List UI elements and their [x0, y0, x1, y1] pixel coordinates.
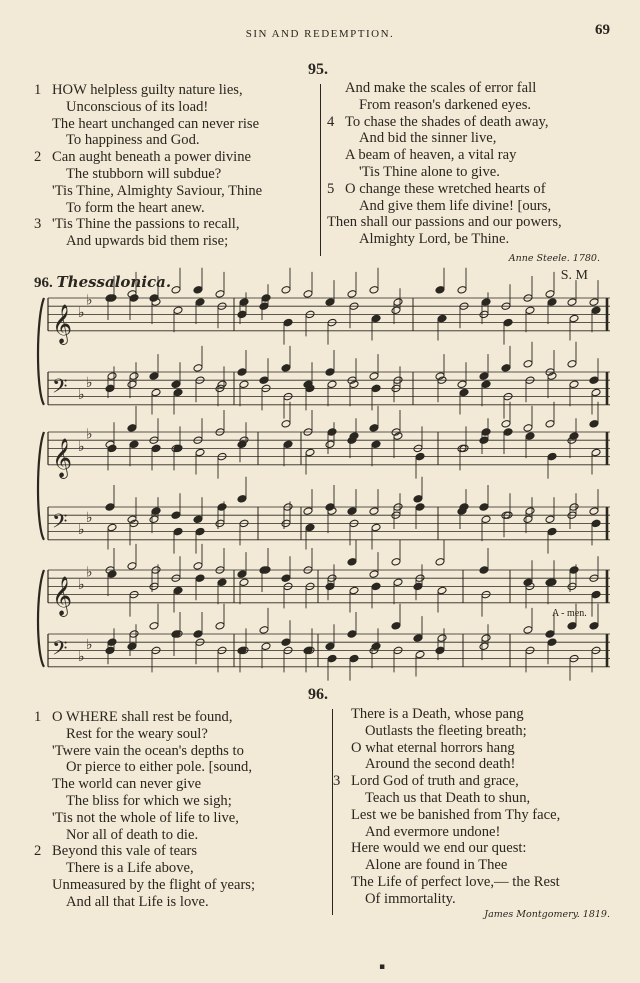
note-head: [457, 286, 467, 295]
verse-text: Or pierce to either pole. [sound,: [66, 759, 253, 776]
note-head: [437, 634, 447, 643]
note-head: [347, 630, 357, 639]
flat-sign: ♭: [78, 649, 85, 666]
note-head: [479, 436, 489, 445]
note-head: [589, 376, 599, 385]
verse-line: [333, 857, 623, 874]
note-head: [589, 420, 599, 429]
note-head: [369, 507, 379, 516]
note-head: [479, 372, 489, 381]
treble-clef: 𝄞: [52, 437, 73, 478]
note-head: [481, 428, 491, 437]
note-head: [129, 294, 139, 303]
note-head: [589, 507, 599, 516]
note-head: [457, 380, 467, 389]
note-head: [589, 622, 599, 631]
verse-line: [34, 894, 326, 911]
note-head: [261, 294, 271, 303]
verse-text: Here would we end our quest:: [351, 840, 527, 857]
note-head: [547, 638, 557, 647]
note-head: [173, 586, 183, 595]
note-head: [545, 630, 555, 639]
verse-line: [34, 726, 326, 743]
note-head: [195, 448, 205, 457]
stanza-number: 2: [34, 149, 42, 166]
bass-clef: 𝄢: [52, 374, 68, 403]
note-head: [545, 515, 555, 524]
note-head: [193, 515, 203, 524]
flat-sign: ♭: [86, 426, 93, 443]
note-head: [413, 582, 423, 591]
hymn-96-number: 96.: [308, 686, 328, 703]
verse-text: 'Tis Thine the passions to recall,: [52, 216, 240, 233]
verse-line: [34, 759, 326, 776]
note-head: [107, 444, 117, 453]
verse-line: [34, 743, 326, 760]
note-head: [281, 364, 291, 373]
verse-text: Alone are found in Thee: [365, 857, 508, 874]
note-head: [523, 424, 533, 433]
verse-line: [333, 824, 623, 841]
note-head: [259, 376, 269, 385]
note-head: [347, 558, 357, 567]
note-head: [105, 384, 115, 393]
note-head: [327, 380, 337, 389]
note-head: [481, 298, 491, 307]
flat-sign: ♭: [86, 292, 93, 309]
note-head: [173, 388, 183, 397]
note-head: [591, 519, 601, 528]
note-head: [107, 372, 117, 381]
note-head: [525, 432, 535, 441]
note-head: [369, 424, 379, 433]
note-head: [195, 298, 205, 307]
note-head: [327, 654, 337, 663]
note-head: [127, 562, 137, 571]
note-head: [525, 507, 535, 516]
stanza-number: 2: [34, 843, 42, 860]
note-head: [281, 638, 291, 647]
note-head: [325, 368, 335, 377]
note-head: [591, 448, 601, 457]
note-head: [435, 558, 445, 567]
stanza-number: 4: [327, 113, 335, 130]
stanza-number: 3: [34, 216, 42, 233]
note-head: [349, 586, 359, 595]
note-head: [547, 452, 557, 461]
verse-text: To form the heart anew.: [66, 199, 205, 216]
note-head: [127, 424, 137, 433]
verse-line: [34, 860, 326, 877]
note-head: [349, 654, 359, 663]
note-head: [589, 298, 599, 307]
verse-text: Can aught beneath a power divine: [52, 149, 251, 166]
verse-line: [34, 877, 326, 894]
note-head: [193, 562, 203, 571]
verse-line: [333, 706, 623, 723]
hymn-96-author: James Montgomery. 1819.: [484, 909, 610, 920]
note-head: [195, 527, 205, 536]
verse-line: [333, 723, 623, 740]
note-head: [415, 503, 425, 512]
verse-line: [333, 807, 623, 824]
verse-text: Around the second death!: [365, 756, 516, 773]
flat-sign: ♭: [86, 564, 93, 581]
verse-line: [34, 827, 326, 844]
verse-line: [34, 776, 326, 793]
note-head: [239, 380, 249, 389]
verse-text: O change these wretched hearts of: [345, 180, 546, 197]
verse-line: [333, 840, 623, 857]
hymn-95-author: Anne Steele. 1780.: [508, 253, 600, 264]
note-head: [435, 646, 445, 655]
note-head: [435, 372, 445, 381]
verse-text: Teach us that Death to shun,: [365, 789, 531, 806]
note-head: [193, 630, 203, 639]
note-head: [173, 306, 183, 315]
note-head: [481, 380, 491, 389]
bass-clef: 𝄢: [52, 636, 68, 665]
note-head: [369, 372, 379, 381]
note-head: [349, 432, 359, 441]
note-head: [371, 384, 381, 393]
note-head: [523, 515, 533, 524]
note-head: [127, 380, 137, 389]
verse-text: The bliss for which we sigh;: [66, 792, 232, 809]
note-head: [327, 428, 337, 437]
verse-text: Outlasts the fleeting breath;: [365, 722, 527, 739]
page-number: 69: [595, 22, 610, 38]
verse-text: And all that Life is love.: [66, 893, 209, 910]
note-head: [237, 310, 247, 319]
note-head: [107, 638, 117, 647]
note-head: [105, 646, 115, 655]
hymn-95-number: 95.: [308, 61, 328, 78]
note-head: [149, 515, 159, 524]
note-head: [391, 622, 401, 631]
note-head: [567, 298, 577, 307]
verse-text: There is a Death, whose pang: [351, 706, 524, 722]
note-head: [459, 503, 469, 512]
verse-line: [34, 810, 326, 827]
note-head: [127, 515, 137, 524]
verse-line: [34, 843, 326, 860]
note-head: [369, 570, 379, 579]
note-head: [193, 364, 203, 373]
stanza-number: 1: [34, 709, 42, 725]
stanza-number: 3: [333, 773, 341, 790]
flat-sign: ♭: [78, 438, 85, 455]
note-head: [237, 495, 247, 504]
note-head: [591, 306, 601, 315]
verse-line: [333, 740, 623, 757]
tune-name: Thessalonica.: [56, 273, 172, 291]
note-head: [371, 314, 381, 323]
note-head: [305, 448, 315, 457]
note-head: [569, 566, 579, 575]
note-head: [325, 298, 335, 307]
note-head: [479, 566, 489, 575]
verse-text: Unconscious of its load!: [66, 98, 209, 115]
verse-text: The stubborn will subdue?: [66, 165, 222, 182]
verse-line: [333, 756, 623, 773]
bass-clef: 𝄢: [52, 509, 68, 538]
note-head: [349, 380, 359, 389]
note-head: [391, 558, 401, 567]
note-head: [325, 503, 335, 512]
flat-sign: ♭: [78, 387, 85, 404]
note-head: [393, 432, 403, 441]
note-head: [347, 507, 357, 516]
note-head: [501, 364, 511, 373]
note-head: [237, 440, 247, 449]
note-head: [173, 527, 183, 536]
verse-text: Lest we be banished from Thy face,: [351, 806, 561, 823]
verse-text: And make the scales of error fall: [345, 80, 537, 96]
verse-text: Of immortality.: [365, 890, 456, 907]
verse-text: The Life of perfect love,— the Rest: [351, 873, 560, 890]
verse-text: And give them life divine! [ours,: [359, 197, 552, 214]
note-head: [503, 318, 513, 327]
note-head: [215, 290, 225, 299]
note-head: [479, 503, 489, 512]
flat-sign: ♭: [86, 509, 93, 526]
verse-text: Then shall our passions and our powers,: [327, 214, 562, 231]
note-head: [371, 440, 381, 449]
note-head: [567, 622, 577, 631]
verse-text: 'Tis not the whole of life to live,: [52, 809, 239, 826]
note-head: [195, 574, 205, 583]
verse-text: Almighty Lord, be Thine.: [359, 231, 510, 248]
note-head: [569, 432, 579, 441]
verse-text: The heart unchanged can never rise: [52, 115, 260, 132]
verse-text: HOW helpless guilty nature lies,: [52, 82, 243, 98]
note-head: [523, 578, 533, 587]
note-head: [435, 286, 445, 295]
verse-line: [333, 790, 623, 807]
note-head: [217, 503, 227, 512]
verse-text: O what eternal horrors hang: [351, 739, 515, 756]
note-head: [371, 523, 381, 532]
note-head: [591, 590, 601, 599]
verse-text: Rest for the weary soul?: [66, 725, 208, 742]
treble-clef: 𝄞: [52, 575, 73, 616]
note-head: [569, 314, 579, 323]
tune-meter: S. M: [560, 268, 588, 283]
note-head: [193, 286, 203, 295]
note-head: [503, 428, 513, 437]
note-head: [259, 302, 269, 311]
note-head: [371, 642, 381, 651]
running-header: SIN AND REDEMPTION.: [245, 28, 395, 40]
verse-text: To happiness and God.: [66, 132, 200, 149]
verse-text: O WHERE shall rest be found,: [52, 709, 233, 725]
note-head: [545, 290, 555, 299]
note-head: [547, 298, 557, 307]
note-head: [239, 298, 249, 307]
note-head: [283, 318, 293, 327]
verse-line: [333, 891, 623, 908]
stanza-number: 5: [327, 180, 335, 197]
verse-text: Lord God of truth and grace,: [351, 773, 519, 790]
flat-sign: ♭: [86, 636, 93, 653]
treble-clef: 𝄞: [52, 303, 73, 344]
note-head: [569, 380, 579, 389]
note-head: [127, 642, 137, 651]
flat-sign: ♭: [78, 576, 85, 593]
note-head: [437, 314, 447, 323]
note-head: [171, 380, 181, 389]
note-head: [437, 586, 447, 595]
note-head: [591, 388, 601, 397]
note-head: [413, 495, 423, 504]
note-head: [547, 527, 557, 536]
note-head: [171, 286, 181, 295]
note-head: [371, 582, 381, 591]
note-head: [171, 511, 181, 520]
note-head: [217, 380, 227, 389]
note-head: [481, 515, 491, 524]
verse-text: The world can never give: [52, 776, 202, 793]
note-head: [547, 372, 557, 381]
note-head: [415, 650, 425, 659]
note-head: [151, 507, 161, 516]
note-head: [393, 578, 403, 587]
note-head: [523, 626, 533, 635]
note-head: [523, 360, 533, 369]
tune-number: 96.: [34, 275, 53, 291]
note-head: [525, 306, 535, 315]
note-head: [129, 440, 139, 449]
note-head: [129, 372, 139, 381]
verse-text: A beam of heaven, a vital ray: [345, 147, 517, 164]
amen-lyric: A - men.: [552, 608, 587, 619]
verse-line: [34, 709, 326, 726]
note-head: [325, 642, 335, 651]
note-head: [107, 523, 117, 532]
stanza-number: 1: [34, 82, 42, 98]
note-head: [105, 503, 115, 512]
note-head: [459, 388, 469, 397]
note-head: [281, 286, 291, 295]
note-head: [393, 298, 403, 307]
note-head: [303, 507, 313, 516]
note-head: [413, 634, 423, 643]
verse-text: 'Tis Thine, Almighty Saviour, Thine: [52, 182, 263, 199]
note-head: [149, 294, 159, 303]
verse-text: And bid the sinner live,: [359, 130, 497, 147]
note-head: [149, 372, 159, 381]
flat-sign: ♭: [78, 304, 85, 321]
verse-text: And evermore undone!: [365, 823, 501, 840]
hymn-96-left-column: [34, 709, 326, 911]
verse-text: And upwards bid them rise;: [66, 233, 229, 250]
note-head: [151, 444, 161, 453]
verse-line: [333, 773, 623, 790]
note-head: [303, 290, 313, 299]
note-head: [325, 440, 335, 449]
note-head: [259, 626, 269, 635]
verse-text: To chase the shades of death away,: [345, 113, 549, 130]
note-head: [107, 570, 117, 579]
note-head: [479, 642, 489, 651]
note-head: [281, 574, 291, 583]
note-head: [283, 440, 293, 449]
note-head: [481, 634, 491, 643]
verse-text: From reason's darkened eyes.: [359, 96, 532, 113]
note-head: [237, 570, 247, 579]
note-head: [325, 582, 335, 591]
note-head: [545, 420, 555, 429]
footer-mark: ▪: [379, 962, 386, 972]
verse-text: Nor all of death to die.: [66, 826, 199, 843]
hymn-96-right-column: [333, 706, 623, 908]
note-head: [217, 578, 227, 587]
verse-text: 'Twere vain the ocean's depths to: [52, 742, 244, 759]
note-head: [347, 290, 357, 299]
note-head: [239, 578, 249, 587]
note-head: [149, 622, 159, 631]
system-brace: [38, 298, 44, 405]
note-head: [501, 420, 511, 429]
flat-sign: ♭: [78, 522, 85, 539]
note-head: [567, 360, 577, 369]
flat-sign: ♭: [86, 374, 93, 391]
verse-text: 'Tis Thine alone to give.: [359, 163, 500, 180]
verse-line: [333, 874, 623, 891]
verse-text: Unmeasured by the flight of years;: [52, 876, 256, 893]
note-head: [261, 642, 271, 651]
system-brace: [38, 570, 44, 667]
note-head: [391, 306, 401, 315]
note-head: [151, 388, 161, 397]
note-head: [415, 452, 425, 461]
note-head: [237, 368, 247, 377]
note-head: [305, 523, 315, 532]
note-head: [369, 286, 379, 295]
verse-text: Beyond this vale of tears: [52, 843, 198, 860]
note-head: [215, 622, 225, 631]
verse-text: There is a Life above,: [66, 860, 194, 877]
verse-line: [34, 793, 326, 810]
system-brace: [38, 432, 44, 540]
note-head: [281, 420, 291, 429]
